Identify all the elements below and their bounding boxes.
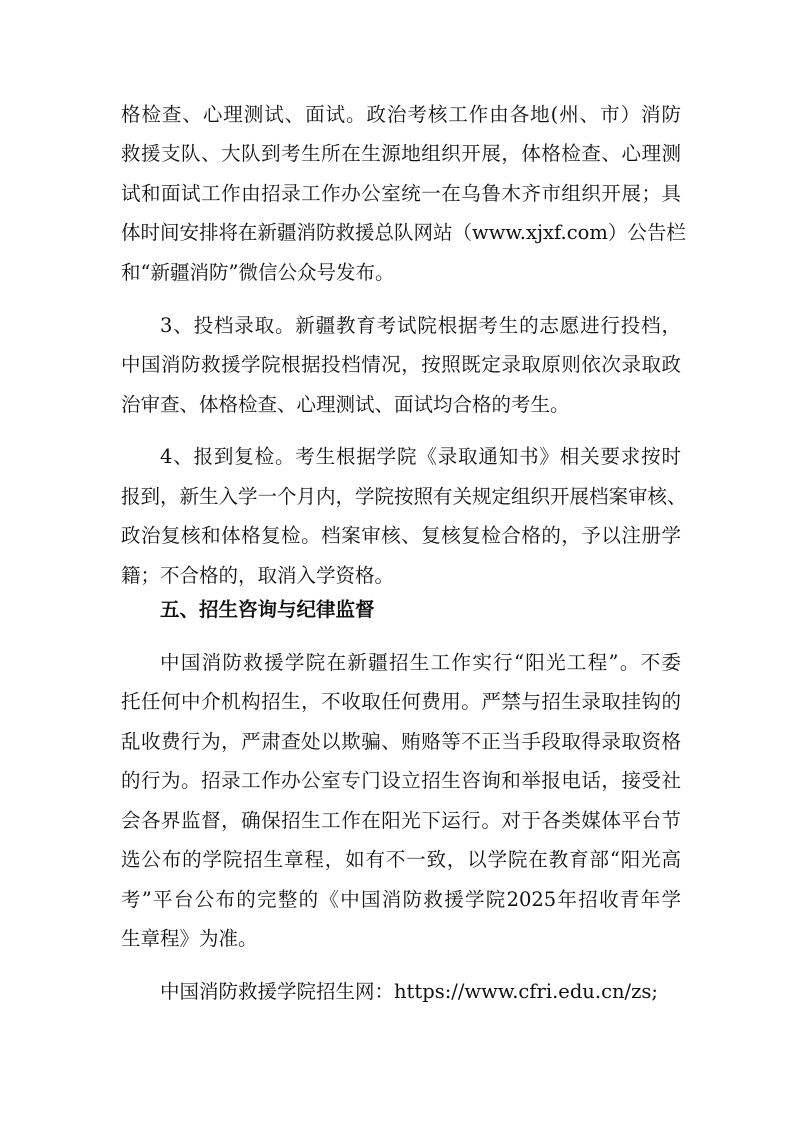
paragraph-line: 乱收费行为，严肃查处以欺骗、贿赂等不正当手段取得录取资格 [121, 730, 681, 753]
paragraph-line: 政治复核和体格复检。档案审核、复核复检合格的，予以注册学 [121, 524, 681, 547]
paragraph-line: 选公布的学院招生章程，如有不一致，以学院在教育部“阳光高 [121, 848, 681, 871]
paragraph-line: 中国消防救援学院根据投档情况，按照既定录取原则依次录取政 [121, 353, 681, 376]
section-heading: 五、招生咨询与纪律监督 [160, 598, 375, 621]
paragraph-line: 救援支队、大队到考生所在生源地组织开展，体格检查、心理测 [121, 142, 681, 165]
paragraph-line: 托任何中介机构招生，不收取任何费用。严禁与招生录取挂钩的 [121, 690, 681, 713]
paragraph-line: 报到，新生入学一个月内，学院按照有关规定组织开展档案审核、 [121, 485, 687, 508]
paragraph-line: 中国消防救援学院在新疆招生工作实行“阳光工程”。不委 [160, 651, 681, 674]
paragraph-line: 和“新疆消防”微信公众号发布。 [121, 261, 395, 284]
paragraph-line: 籍；不合格的，取消入学资格。 [121, 564, 395, 587]
paragraph-line: 生章程》为准。 [121, 927, 258, 950]
paragraph-line: 考”平台公布的完整的《中国消防救援学院2025年招收青年学 [121, 888, 681, 911]
paragraph-line: 的行为。招录工作办公室专门设立招生咨询和举报电话，接受社 [121, 769, 681, 792]
paragraph-line: 试和面试工作由招录工作办公室统一在乌鲁木齐市组织开展；具 [121, 182, 681, 205]
paragraph-line: 4、报到复检。考生根据学院《录取通知书》相关要求按时 [160, 445, 681, 468]
website-line: 中国消防救援学院招生网：https://www.cfri.edu.cn/zs; [160, 980, 658, 1003]
paragraph-line: 会各界监督，确保招生工作在阳光下运行。对于各类媒体平台节 [121, 809, 681, 832]
paragraph-line: 格检查、心理测试、面试。政治考核工作由各地(州、市）消防 [121, 103, 681, 126]
paragraph-line: 体时间安排将在新疆消防救援总队网站（www.xjxf.com）公告栏 [121, 221, 686, 244]
paragraph-line: 治审查、体格检查、心理测试、面试均合格的考生。 [121, 393, 570, 416]
paragraph-line: 3、投档录取。新疆教育考试院根据考生的志愿进行投档， [160, 314, 681, 337]
